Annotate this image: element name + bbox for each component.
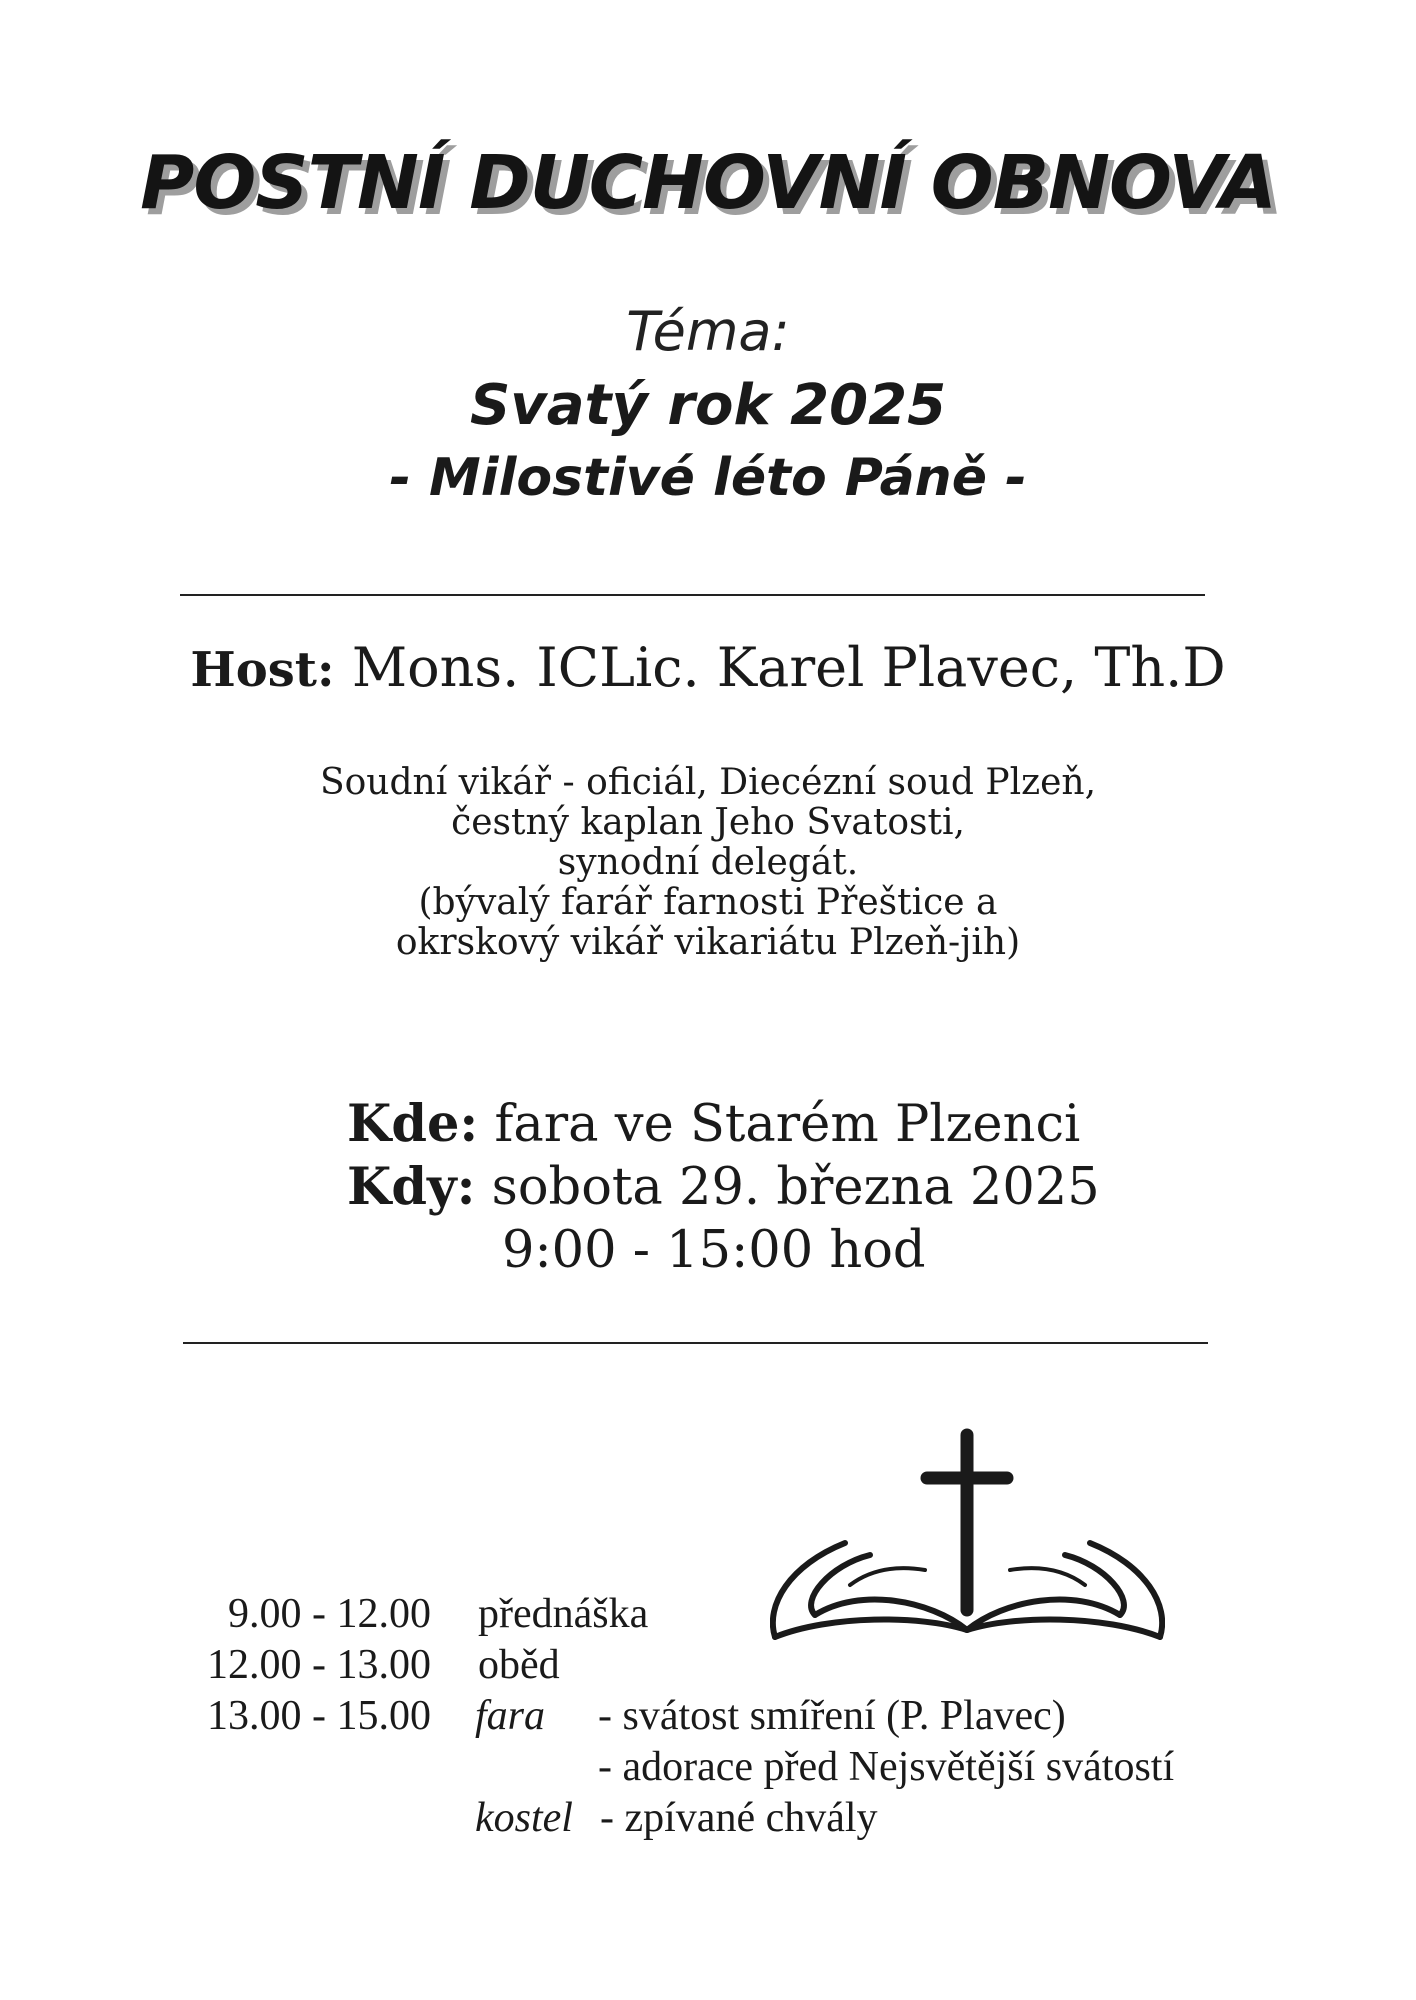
theme-title: Svatý rok 2025: [469, 373, 947, 438]
host-name: Mons. ICLic. Karel Plavec, Th.D: [351, 636, 1226, 699]
schedule-activity: - adorace před Nejsvětější svátostí: [598, 1744, 1175, 1790]
host-bio: [0, 763, 1416, 963]
host-bio-line: okrskový vikář vikariátu Plzeň-jih): [395, 922, 1021, 963]
event-when: [347, 1156, 1100, 1219]
event-where: [347, 1093, 1100, 1156]
schedule-row: [0, 1641, 1416, 1692]
host-line: [0, 636, 1416, 699]
divider-top: [180, 594, 1205, 596]
event-time: 9:00 - 15:00 hod: [502, 1221, 926, 1280]
host-bio-line: synodní delegát.: [557, 842, 859, 883]
divider-bottom: [183, 1342, 1208, 1344]
when-label: Kdy:: [347, 1157, 476, 1217]
schedule-activity: přednáška: [478, 1591, 649, 1637]
host-label: Host:: [190, 642, 335, 698]
schedule-time: 9.00 - 12.00: [228, 1591, 431, 1637]
schedule-activity: oběd: [478, 1642, 560, 1688]
schedule-row: [0, 1794, 1416, 1845]
where-value: fara ve Starém Plzenci: [494, 1095, 1081, 1154]
schedule-time: 12.00 - 13.00: [207, 1642, 431, 1688]
schedule-row: [0, 1590, 1416, 1641]
schedule-list: [0, 1590, 1416, 1845]
schedule-activity: - svátost smíření (P. Plavec): [598, 1693, 1066, 1739]
schedule-place: fara: [475, 1693, 546, 1739]
schedule-time: 13.00 - 15.00: [207, 1693, 431, 1739]
when-value: sobota 29. března 2025: [491, 1158, 1100, 1217]
theme-label: Téma:: [626, 300, 790, 363]
schedule-activity: - zpívané chvály: [600, 1795, 878, 1841]
schedule-row: [0, 1743, 1416, 1794]
event-details: [347, 1093, 1100, 1282]
schedule-place: kostel: [475, 1795, 573, 1841]
theme-subtitle: - Milostivé léto Páně -: [389, 448, 1027, 508]
where-label: Kde:: [347, 1094, 479, 1154]
host-bio-line: čestný kaplan Jeho Svatosti,: [451, 802, 965, 843]
host-bio-line: Soudní vikář - oficiál, Diecézní soud Plzeň,: [319, 762, 1097, 803]
page-title: POSTNÍ DUCHOVNÍ OBNOVA: [140, 140, 1276, 226]
host-bio-line: (bývalý farář farnosti Přeštice a: [418, 882, 998, 923]
schedule-row: [0, 1692, 1416, 1743]
